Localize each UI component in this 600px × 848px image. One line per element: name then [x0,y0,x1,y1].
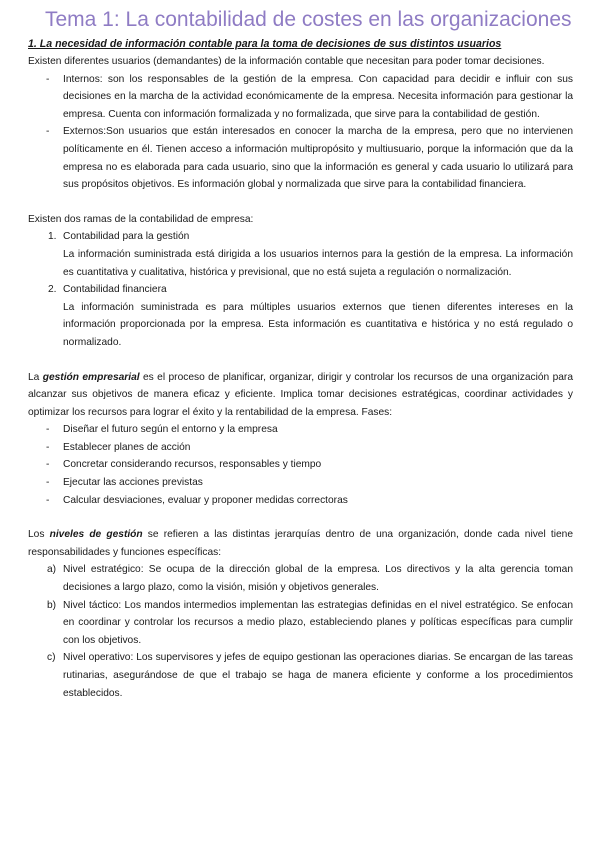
nivel-text: Nivel operativo: Los supervisores y jefes de equipo gestionan las operaciones diarias. Se encargan de las tareas rutinarias, asegurándose de que el trabajo se haga de manera eficiente y conforme a los procedimientos establecidos. [63,652,573,699]
list-item [28,649,573,702]
list-marker: a) [47,564,57,576]
nivel-text: Nivel táctico: Los mandos intermedios implementan las estrategias definidas en el nivel estratégico. Se enfocan en coordinar y controlar los recursos a medio plazo, estableciendo planes y políticas específicas para cumplir con los objetivos. [63,599,573,646]
niveles-list [28,561,573,702]
list-marker: c) [47,652,56,664]
list-item: - Diseñar el futuro según el entorno y la empresa [28,421,573,439]
list-item: - Internos: son los responsables de la gestión de la empresa. Con capacidad para decidir e influir con sus decisiones en la marcha de la actividad económicamente de la empresa. Necesita información para gestionar la empresa. Cuenta con información formalizada y no formalizada, que sirve para la contabilidad de gestión. [28,71,573,124]
phases-list [28,421,573,509]
users-list [28,71,573,194]
branch-title: Contabilidad financiera [63,284,167,296]
users-intro: Existen diferentes usuarios (demandantes) de la información contable que necesitan para poder tomar decisiones. [28,56,545,67]
list-item: - Externos:Son usuarios que están interesados en conocer la marcha de la empresa, pero que no intervienen políticamente en él. Tienen acceso a información multipropósito y multiusuario, porque la información que da la empresa no es elaborada para cada usuario, sino que la información es general y cada usuario lo utilizará para sus propósitos objetivos. Es información global y normalizada que sirve para la contabilidad financiera. [28,123,573,193]
nivel-text: Nivel estratégico: Se ocupa de la dirección global de la empresa. Los directivos y la alta gerencia toman decisiones a largo plazo, como la visión, misión y objetivos generales. [63,564,573,594]
branches-intro: Existen dos ramas de la contabilidad de empresa: [28,213,254,225]
section-heading: 1. La necesidad de información contable para la toma de decisiones de sus distintos usuarios [28,38,502,50]
niveles-lead: Los [28,529,50,541]
gestion-text: es el proceso de planificar, organizar, dirigir y controlar los recursos de una organización para alcanzar sus objetivos de manera eficaz y eficiente. Implica tomar decisiones estratégicas, coordinar actividades y optimizar los recursos para lograr el éxito y la rentabilidad de la empresa. Fases: [28,371,573,418]
list-item [28,281,573,351]
niveles-term: niveles de gestión [49,529,143,541]
list-marker: 2. [48,284,57,296]
gestion-lead: La [28,371,43,383]
list-item [28,228,573,281]
list-marker: 1. [48,231,57,243]
branch-title: Contabilidad para la gestión [63,231,190,243]
niveles-paragraph [28,526,573,561]
list-item: - Establecer planes de acción [28,439,573,457]
branch-text: La información suministrada es para múltiples usuarios externos que tienen diferentes intereses en la información proporcionada por la empresa. Esta información es cuantitativa e histórica y no está regulado o normalizado. [63,301,573,348]
gestion-paragraph [28,369,573,422]
list-item: - Concretar considerando recursos, responsables y tiempo [28,456,573,474]
list-item: - Calcular desviaciones, evaluar y proponer medidas correctoras [28,492,573,510]
list-item [28,561,573,596]
branches-list [28,228,573,351]
branch-text: La información suministrada está dirigida a los usuarios internos para la gestión de la empresa. La información es cuantitativa y cualitativa, histórica y previsional, que no está sujeta a regulación o normalización. [63,248,573,278]
page-title: Tema 1: La contabilidad de costes en las organizaciones [45,8,572,31]
list-item [28,597,573,650]
list-item: - Ejecutar las acciones previstas [28,474,573,492]
gestion-term: gestión empresarial [42,371,140,383]
list-marker: b) [47,599,57,611]
niveles-text: se refieren a las distintas jerarquías dentro de una organización, donde cada nivel tiene responsabilidades y funciones específicas: [28,529,573,558]
